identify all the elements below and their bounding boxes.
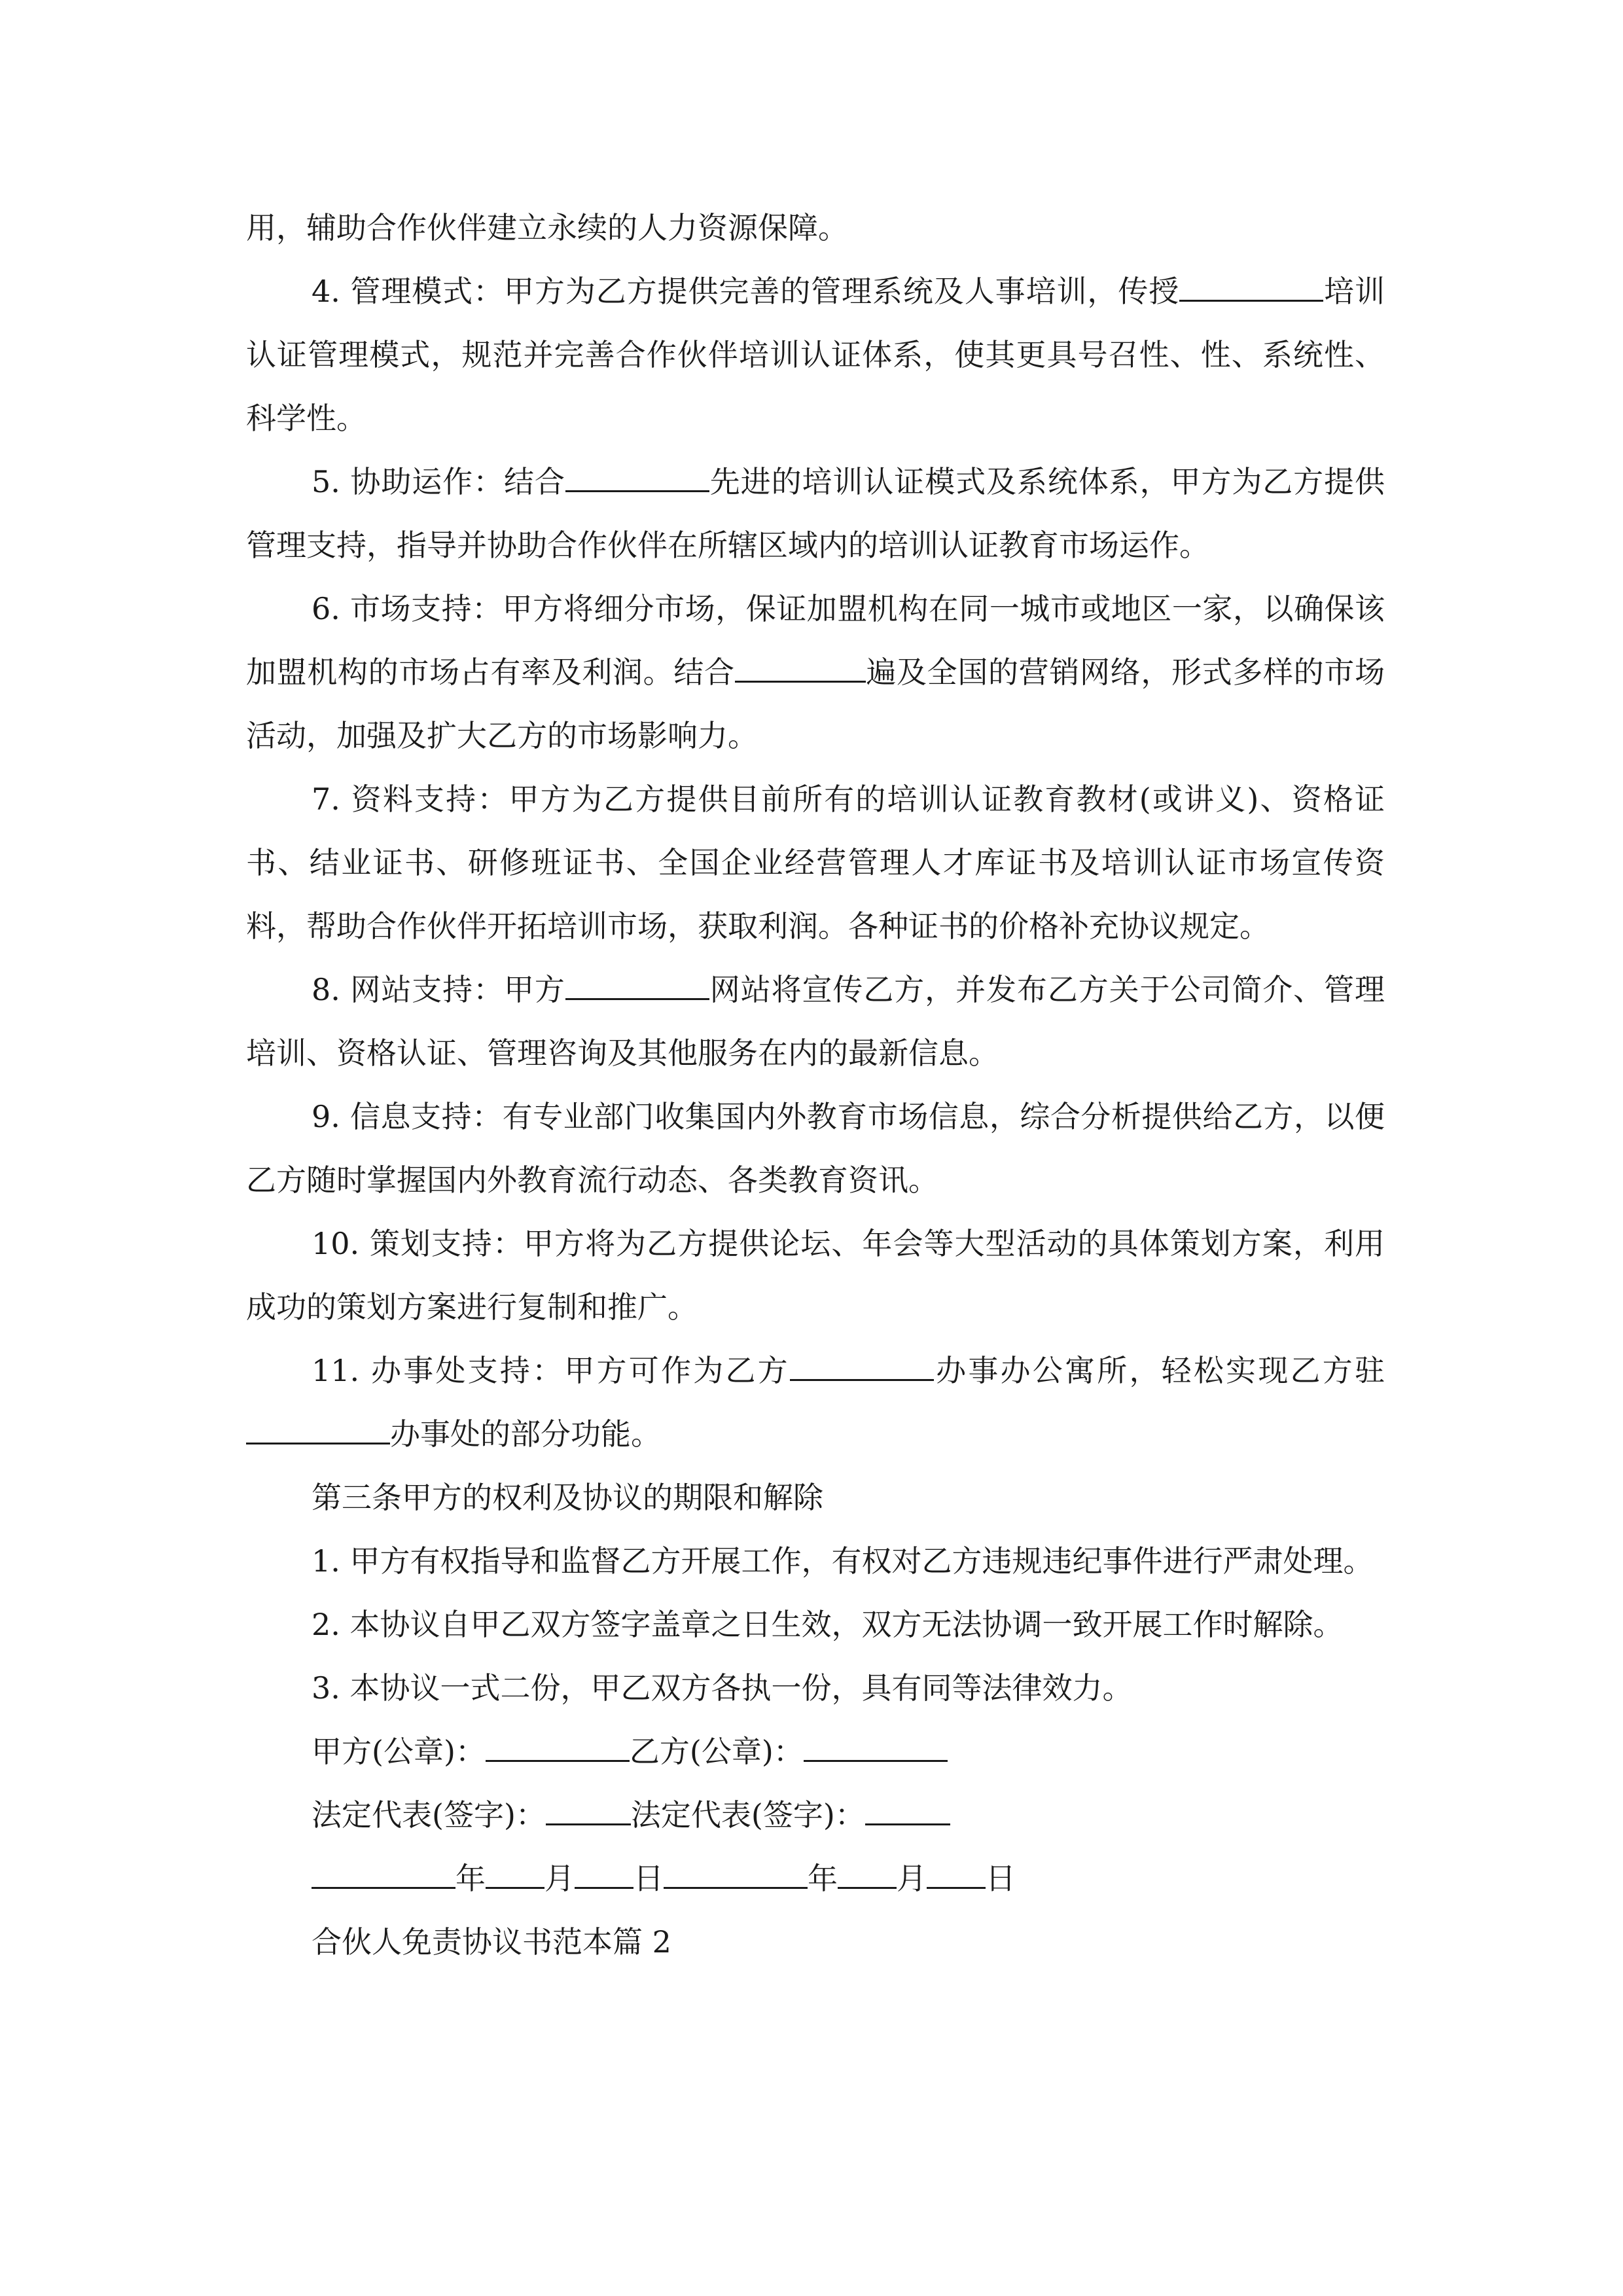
clause-8-website-support: 8. 网站支持：甲方 网站将宣传乙方，并发布乙方关于公司简介、管理培训、资格认证、管理咨询及其他服务在内的最新信息。 (246, 972, 1385, 1071)
fill-blank (565, 464, 709, 492)
fill-blank (735, 655, 866, 683)
article-3-heading: 第三条甲方的权利及协议的期限和解除 (312, 1480, 823, 1515)
fill-blank (790, 1353, 934, 1381)
fill-blank (575, 1861, 633, 1889)
clause-4-management-mode: 4. 管理模式：甲方为乙方提供完善的管理系统及人事培训，传授 培训认证管理模式，规范并完善合作伙伴培训认证体系，使其更具号召性、性、系统性、科学性。 (246, 274, 1385, 436)
next-section-title: 合伙人免责协议书范本篇 2 (312, 1924, 671, 1960)
fill-blank (486, 1861, 544, 1889)
right-2: 2. 本协议自甲乙双方签字盖章之日生效，双方无法协调一致开展工作时解除。 (312, 1607, 1344, 1642)
fill-blank (486, 1734, 630, 1762)
fill-blank (1179, 274, 1323, 302)
right-1: 1. 甲方有权指导和监督乙方开展工作，有权对乙方违规违纪事件进行严肃处理。 (312, 1543, 1374, 1579)
fill-blank (927, 1861, 986, 1889)
fill-blank (565, 972, 709, 1000)
clause-6-market-support: 6. 市场支持：甲方将细分市场，保证加盟机构在同一城市或地区一家，以确保该加盟机构的市场占有率及利润。结合 遍及全国的营销网络，形式多样的市场活动，加强及扩大乙方的市场影响力。 (246, 591, 1385, 753)
fill-blank (312, 1861, 455, 1889)
fill-blank (838, 1861, 897, 1889)
fill-blank (246, 1416, 390, 1444)
clause-7-material-support: 7. 资料支持：甲方为乙方提供目前所有的培训认证教育教材(或讲义)、资格证书、结业证书、研修班证书、全国企业经营管理人才库证书及培训认证市场宣传资料，帮助合作伙伴开拓培训市场，获取利润。各种证书的价格补充协议规定。 (246, 781, 1385, 944)
clause-11-office-support: 11. 办事处支持：甲方可作为乙方 办事办公寓所，轻松实现乙方驻办事处的部分功能。 (246, 1339, 1385, 1466)
right-3: 3. 本协议一式二份，甲乙双方各执一份，具有同等法律效力。 (312, 1670, 1133, 1706)
clause-9-information-support: 9. 信息支持：有专业部门收集国内外教育市场信息，综合分析提供给乙方，以便乙方随时掌握国内外教育流行动态、各类教育资讯。 (246, 1099, 1385, 1198)
clause-5-assist-operation: 5. 协助运作：结合 先进的培训认证模式及系统体系，甲方为乙方提供管理支持，指导并协助合作伙伴在所辖区域内的培训认证教育市场运作。 (246, 464, 1385, 563)
date-line: 年 月 日 年 月 日 (246, 1847, 1385, 1910)
clause-10-planning-support: 10. 策划支持：甲方将为乙方提供论坛、年会等大型活动的具体策划方案，利用成功的策划方案进行复制和推广。 (246, 1226, 1385, 1325)
seal-line: 甲方(公章)： 乙方(公章)： (246, 1720, 1385, 1784)
document-page (246, 196, 1385, 1974)
fill-blank (804, 1734, 948, 1762)
paragraph-continuation: 用，辅助合作伙伴建立永续的人力资源保障。 (246, 210, 848, 245)
fill-blank (546, 1797, 631, 1825)
representative-line: 法定代表(签字)： 法定代表(签字)： (246, 1784, 1385, 1847)
fill-blank (865, 1797, 950, 1825)
fill-blank (664, 1861, 808, 1889)
